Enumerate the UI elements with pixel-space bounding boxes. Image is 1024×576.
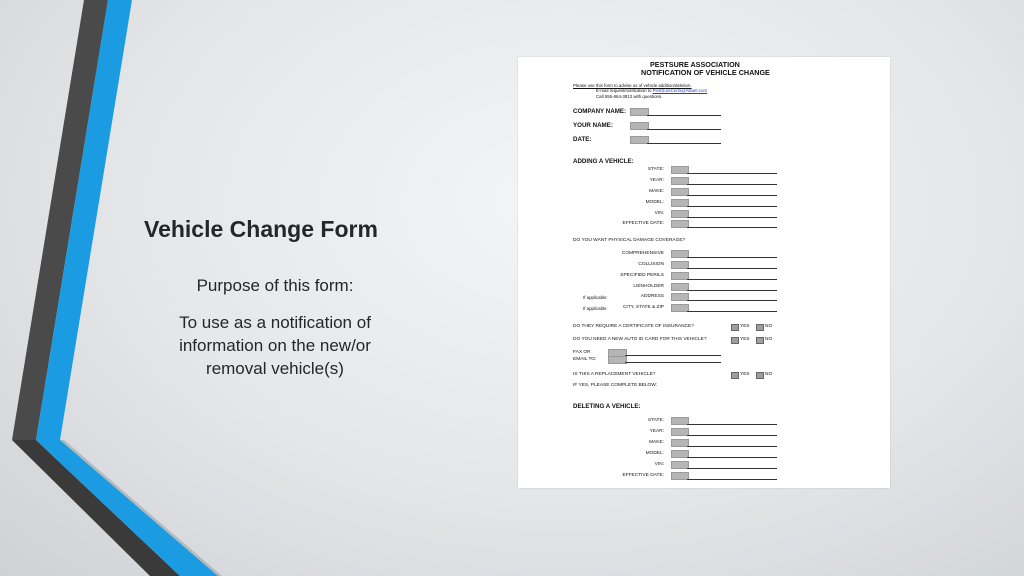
deleting-vehicle-heading: DELETING A VEHICLE: — [573, 403, 641, 410]
form-field-line — [687, 279, 777, 280]
field-label: STATE: — [647, 418, 664, 423]
form-intro: Please use this form to advise us of vehicle addition/deletion. — [573, 83, 692, 88]
field-label: VIN: — [654, 211, 664, 216]
purpose-description — [150, 311, 400, 380]
form-field-line — [687, 173, 777, 174]
field-label: MODEL: — [645, 451, 664, 456]
form-field-line — [625, 362, 721, 363]
purpose-line: To use as a notification of — [179, 313, 371, 332]
field-label: STATE: — [647, 167, 664, 172]
field-label: EFFECTIVE DATE: — [622, 473, 664, 478]
yes-label: YES — [740, 324, 750, 329]
replacement-question: IS THIS A REPLACEMENT VEHICLE? — [573, 372, 656, 377]
fax-label: FAX OR — [573, 350, 591, 355]
form-field-line — [687, 311, 777, 312]
physical-damage-question: DO YOU WANT PHYSICAL DAMAGE COVERAGE? — [573, 238, 686, 243]
form-field-line — [687, 206, 777, 207]
form-field-line — [687, 446, 777, 447]
field-label: SPECIFIED PERILS — [620, 273, 664, 278]
if-yes-note: IF YES, PLEASE COMPLETE BELOW: — [573, 383, 658, 388]
form-field-line — [687, 268, 777, 269]
no-checkbox — [756, 337, 764, 344]
no-checkbox — [756, 324, 764, 331]
form-intro-phone: Call 555-664-3813 with questions. — [596, 94, 663, 99]
yes-label: YES — [740, 337, 750, 342]
field-label: CITY, STATE & ZIP — [622, 305, 664, 310]
field-label: LIENHOLDER — [633, 284, 664, 289]
purpose-line: information on the new/or — [179, 336, 371, 355]
yes-checkbox — [731, 372, 739, 379]
form-email-link: PestSureCerts@Alliant.com — [652, 88, 708, 93]
form-subtitle: NOTIFICATION OF VEHICLE CHANGE — [641, 68, 770, 77]
purpose-heading: Purpose of this form: — [196, 276, 354, 295]
form-field-line — [647, 115, 721, 116]
field-label: COLLISION — [638, 262, 664, 267]
form-field-line — [687, 479, 777, 480]
date-label: DATE: — [573, 136, 592, 143]
form-field-line — [647, 129, 721, 130]
form-intro-email-prefix: E-mail request/notification to — [596, 88, 653, 93]
field-label: EFFECTIVE DATE: — [622, 221, 664, 226]
field-label: COMPREHENSIVE — [621, 251, 664, 256]
no-label: NO — [765, 337, 773, 342]
yes-checkbox — [731, 337, 739, 344]
if-applicable-note: If applicable: — [583, 306, 608, 311]
field-label: YEAR: — [649, 429, 664, 434]
form-intro-email-line — [596, 89, 707, 93]
field-label: ADDRESS — [640, 294, 664, 299]
form-field-line — [687, 227, 777, 228]
company-name-label: COMPANY NAME: — [573, 108, 627, 115]
form-field-line — [687, 300, 777, 301]
form-field-line — [687, 257, 777, 258]
no-label: NO — [765, 372, 773, 377]
form-field-line — [647, 143, 721, 144]
certificate-question: DO THEY REQUIRE A CERTIFICATE OF INSURANCE? — [573, 324, 694, 329]
purpose-line: removal vehicle(s) — [206, 359, 344, 378]
blue-stripe-diagonal — [36, 440, 218, 576]
form-field-line — [687, 468, 777, 469]
no-label: NO — [765, 324, 773, 329]
form-field-line — [625, 355, 721, 356]
field-label: VIN: — [654, 462, 664, 467]
if-applicable-note: If applicable: — [583, 295, 608, 300]
field-label: MAKE: — [649, 189, 664, 194]
email-to-label: EMAIL TO: — [573, 357, 597, 362]
slide-title: Vehicle Change Form — [144, 216, 378, 242]
yes-checkbox — [731, 324, 739, 331]
field-label: MAKE: — [649, 440, 664, 445]
form-field-line — [687, 217, 777, 218]
dark-stripe-diagonal — [12, 440, 180, 576]
form-field-line — [687, 290, 777, 291]
form-field-line — [687, 424, 777, 425]
field-label: YEAR: — [649, 178, 664, 183]
id-card-question: DO YOU NEED A NEW AUTO ID CARD FOR THIS VEHICLE? — [573, 337, 707, 342]
form-field-line — [687, 184, 777, 185]
yes-label: YES — [740, 372, 750, 377]
form-field-line — [687, 195, 777, 196]
adding-vehicle-heading: ADDING A VEHICLE: — [573, 158, 634, 165]
field-label: MODEL: — [645, 200, 664, 205]
your-name-label: YOUR NAME: — [573, 122, 613, 129]
form-field-line — [687, 457, 777, 458]
no-checkbox — [756, 372, 764, 379]
form-field-line — [687, 435, 777, 436]
vehicle-change-form-image — [518, 57, 890, 488]
form-title: PESTSURE ASSOCIATION — [650, 60, 740, 69]
